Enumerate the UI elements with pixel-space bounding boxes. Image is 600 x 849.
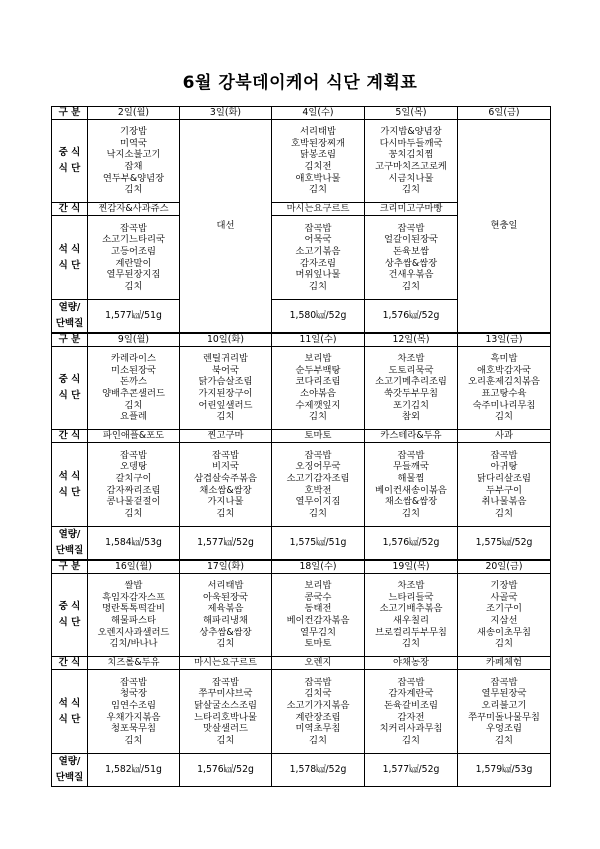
- menu-item: 김치: [124, 734, 143, 746]
- menu-item: 오렌지사과샐러드: [97, 626, 170, 638]
- dinner-cell: [88, 216, 180, 300]
- lunch-label-line: 식 단: [58, 617, 81, 628]
- holiday-cell-election: 대선: [180, 120, 272, 334]
- dinner-cell: [272, 670, 365, 754]
- snack-cell: 찐감자&사과쥬스: [88, 203, 180, 216]
- kcal-label-line: 열량/: [58, 302, 81, 313]
- week-header-row: [52, 107, 551, 120]
- menu-item: 고등어조림: [111, 245, 156, 257]
- menu-item: 김치: [309, 507, 327, 519]
- menu-item: 김치: [402, 638, 420, 650]
- dinner-label-line: 석 식: [58, 243, 81, 255]
- menu-item: 시금치나물: [388, 172, 434, 184]
- menu-item: 베이컨새송이볶음: [375, 484, 447, 496]
- menu-item: 흑임자감자스프: [102, 591, 165, 603]
- day-header: 5일(목): [365, 107, 458, 120]
- lunch-cell: [180, 347, 272, 430]
- menu-item: 건새우볶음: [388, 269, 434, 281]
- menu-item: 김치/바나나: [109, 638, 158, 650]
- menu-item: 오리훈제김치볶음: [468, 376, 540, 388]
- menu-item: 열무이지짐: [295, 496, 341, 508]
- menu-item: 숙주미나리무침: [472, 399, 536, 411]
- kcal-label: [52, 300, 88, 334]
- menu-item: 김치: [124, 184, 143, 196]
- snack-cell: 카스테라&두유: [365, 430, 458, 443]
- menu-item: 계란장조림: [295, 711, 341, 723]
- menu-item: 쭈꾸미돌나물무침: [468, 711, 540, 723]
- dinner-cell: [458, 670, 551, 754]
- lunch-label-line: 식 단: [58, 390, 81, 401]
- division-label: 구 분: [52, 107, 88, 120]
- menu-item: 아욱된장국: [203, 591, 248, 603]
- snack-cell: 토마토: [272, 430, 365, 443]
- menu-item: 동태전: [304, 603, 332, 615]
- day-header: 9일(월): [88, 333, 180, 347]
- menu-item: 잡곡밥: [490, 676, 518, 688]
- menu-item: 기장밥: [120, 126, 147, 138]
- snack-label: 간 식: [52, 203, 88, 216]
- menu-item: 차조밥: [397, 353, 425, 365]
- lunch-label: [52, 574, 88, 657]
- menu-item: 김치: [309, 280, 327, 292]
- lunch-cell: [88, 347, 180, 430]
- kcal-row: [52, 527, 551, 561]
- menu-item: 닭살굴소스조림: [194, 699, 257, 711]
- menu-item: 코다리조림: [295, 376, 341, 388]
- menu-item: 잡곡밥: [304, 222, 332, 234]
- menu-item: 사골국: [490, 591, 518, 603]
- dinner-cell: [365, 670, 458, 754]
- menu-item: 토마토: [304, 638, 332, 650]
- menu-item: 오징어무국: [295, 461, 341, 473]
- menu-item: 새우칠리: [393, 615, 429, 626]
- menu-item: 김치: [216, 734, 235, 746]
- menu-item: 열무된장국: [481, 688, 527, 700]
- lunch-cell: [365, 574, 458, 657]
- dinner-cell: [365, 443, 458, 527]
- lunch-cell: [458, 574, 551, 657]
- menu-item: 우엉조림: [486, 723, 522, 735]
- menu-item: 감자조림: [300, 257, 336, 269]
- menu-item: 닭다리살조림: [477, 472, 531, 484]
- menu-item: 잡곡밥: [212, 676, 239, 688]
- menu-item: 김치: [495, 507, 513, 519]
- menu-item: 취나물볶음: [481, 496, 527, 508]
- menu-item: 아귀탕: [490, 461, 518, 473]
- meal-plan-table: [51, 106, 551, 787]
- menu-item: 오뎅탕: [120, 461, 147, 473]
- lunch-label-line: 중 식: [58, 601, 81, 612]
- menu-item: 가지나물: [207, 496, 244, 508]
- dinner-cell: [272, 216, 365, 300]
- kcal-cell: 1,579㎉/53g: [458, 754, 551, 787]
- menu-item: 잡곡밥: [120, 222, 147, 234]
- menu-item: 김치: [216, 411, 235, 423]
- menu-item: 잡곡밥: [120, 676, 147, 688]
- menu-item: 차조밥: [397, 580, 425, 592]
- menu-item: 서리태밥: [300, 126, 336, 138]
- menu-item: 김치: [124, 280, 143, 292]
- kcal-cell: 1,584㎉/53g: [88, 527, 180, 561]
- menu-item: 순두부백탕: [295, 364, 341, 376]
- menu-item: 지삼선: [490, 615, 518, 626]
- dinner-label-line: 식 단: [58, 713, 81, 725]
- day-header: 2일(월): [88, 107, 180, 120]
- menu-item: 임연수조림: [111, 699, 156, 711]
- menu-item: 치커리사과무침: [379, 723, 443, 735]
- menu-item: 포기김치: [393, 399, 429, 411]
- division-label: 구 분: [52, 333, 88, 347]
- menu-item: 북어국: [212, 364, 239, 376]
- menu-item: 다시마두들깨국: [379, 137, 443, 149]
- menu-item: 잡곡밥: [304, 449, 332, 461]
- day-header: 4일(수): [272, 107, 365, 120]
- kcal-label-line: 단백질: [55, 545, 84, 556]
- snack-cell: 카페체험: [458, 657, 551, 670]
- day-header: 10일(화): [180, 333, 272, 347]
- dinner-cell: [180, 670, 272, 754]
- menu-item: 김치: [402, 280, 420, 292]
- kcal-cell: 1,577㎉/52g: [365, 754, 458, 787]
- menu-item: 열무김치: [300, 626, 336, 638]
- menu-item: 잡채: [124, 161, 143, 172]
- lunch-label-line: 중 식: [58, 147, 81, 158]
- menu-item: 콩국수: [304, 591, 332, 603]
- menu-item: 소야볶음: [300, 388, 336, 399]
- kcal-label: [52, 527, 88, 561]
- menu-item: 김치: [495, 638, 513, 650]
- lunch-cell: [458, 347, 551, 430]
- day-header: 19일(목): [365, 560, 458, 574]
- menu-item: 김치: [124, 399, 143, 411]
- snack-row: [52, 657, 551, 670]
- holiday-cell-memorial: 현충일: [458, 120, 551, 334]
- menu-item: 상추쌈&쌈장: [199, 626, 252, 638]
- kcal-cell: 1,575㎉/51g: [272, 527, 365, 561]
- menu-item: 김치: [402, 184, 420, 196]
- menu-item: 미역초무침: [295, 723, 341, 735]
- menu-item: 렌틸귀리밥: [203, 353, 248, 365]
- menu-item: 채소쌈&쌈장: [199, 484, 252, 496]
- lunch-cell: [88, 120, 180, 203]
- menu-item: 베이컨감자볶음: [286, 615, 350, 626]
- menu-item: 양배추콘샐러드: [102, 388, 165, 399]
- day-header: 3일(화): [180, 107, 272, 120]
- menu-item: 청포묵무침: [111, 723, 156, 735]
- menu-item: 맛살샐러드: [203, 723, 248, 735]
- snack-label: 간 식: [52, 430, 88, 443]
- menu-item: 김치: [309, 411, 327, 423]
- snack-cell: 마시는요구르트: [272, 203, 365, 216]
- menu-item: 쌀밥: [124, 580, 143, 592]
- menu-item: 삼겹살숙주볶음: [194, 472, 257, 484]
- snack-cell: 찐고구마: [180, 430, 272, 443]
- menu-item: 새송이초무침: [477, 626, 531, 638]
- lunch-row: [52, 120, 551, 203]
- dinner-cell: [272, 443, 365, 527]
- menu-item: 소고기볶음: [295, 245, 341, 257]
- snack-label: 간 식: [52, 657, 88, 670]
- menu-item: 감자계란국: [388, 688, 434, 700]
- menu-item: 감자전: [397, 711, 425, 723]
- kcal-cell: 1,582㎉/51g: [88, 754, 180, 787]
- menu-item: 잡곡밥: [397, 449, 425, 461]
- kcal-cell: 1,578㎉/52g: [272, 754, 365, 787]
- menu-item: 가지밥&양념장: [380, 126, 442, 138]
- menu-item: 가지된장구이: [198, 388, 253, 399]
- week-header-row: [52, 333, 551, 347]
- menu-item: 오리불고기: [481, 699, 527, 711]
- dinner-label-line: 석 식: [58, 697, 81, 709]
- snack-cell: 치즈롤&두유: [88, 657, 180, 670]
- menu-item: 카레라이스: [111, 353, 156, 365]
- dinner-cell: [458, 443, 551, 527]
- menu-item: 흑미밥: [490, 353, 518, 365]
- lunch-cell: [272, 574, 365, 657]
- division-label: 구 분: [52, 560, 88, 574]
- kcal-label-line: 열량/: [58, 529, 81, 540]
- menu-item: 어린잎샐러드: [198, 399, 253, 411]
- snack-cell: 파인애플&포도: [88, 430, 180, 443]
- menu-item: 콩나물겉절이: [106, 496, 161, 508]
- lunch-label-line: 식 단: [58, 163, 81, 174]
- menu-item: 보리밥: [304, 580, 332, 592]
- menu-item: 소고기메추리조림: [375, 376, 447, 388]
- snack-row: [52, 430, 551, 443]
- menu-item: 연두부&양념장: [102, 172, 165, 184]
- menu-item: 무들깨국: [393, 461, 429, 473]
- snack-cell: 사과: [458, 430, 551, 443]
- menu-item: 제육볶음: [207, 603, 244, 615]
- lunch-label-line: 중 식: [58, 374, 81, 385]
- lunch-cell: [365, 347, 458, 430]
- menu-item: 돈육보쌈: [393, 245, 429, 257]
- menu-item: 서리태밥: [207, 580, 244, 592]
- menu-item: 우채가지볶음: [106, 711, 161, 723]
- kcal-label-line: 단백질: [55, 772, 84, 783]
- menu-item: 김치: [309, 184, 327, 196]
- week-header-row: [52, 560, 551, 574]
- menu-item: 상추쌈&쌈장: [384, 257, 438, 269]
- menu-item: 비지국: [212, 461, 239, 473]
- dinner-label-line: 석 식: [58, 470, 81, 482]
- dinner-label: [52, 216, 88, 300]
- menu-item: 김치: [309, 734, 327, 746]
- kcal-cell: 1,576㎉/52g: [365, 300, 458, 334]
- menu-item: 잡곡밥: [490, 449, 518, 461]
- dinner-cell: [88, 670, 180, 754]
- menu-item: 김치: [402, 507, 420, 519]
- menu-item: 머위잎나물: [295, 269, 341, 281]
- menu-item: 미소된장국: [111, 364, 156, 376]
- kcal-cell: 1,580㎉/52g: [272, 300, 365, 334]
- menu-item: 해물찜: [397, 472, 425, 484]
- menu-item: 청국장: [120, 688, 147, 700]
- menu-item: 두부구이: [486, 484, 522, 496]
- lunch-label: [52, 347, 88, 430]
- menu-item: 김치: [216, 638, 235, 650]
- menu-item: 브로컬리두부무침: [375, 626, 447, 638]
- day-header: 13일(금): [458, 333, 551, 347]
- menu-item: 호박전: [304, 484, 332, 496]
- lunch-row: [52, 347, 551, 430]
- page-title: 6월 강북데이케어 식단 계획표: [182, 73, 418, 93]
- menu-item: 잡곡밥: [212, 449, 239, 461]
- menu-item: 잡곡밥: [304, 676, 332, 688]
- menu-item: 호박된장찌개: [291, 137, 345, 149]
- menu-item: 어묵국: [304, 234, 332, 246]
- menu-item: 잡곡밥: [397, 676, 425, 688]
- menu-item: 기장밥: [490, 580, 518, 592]
- dinner-row: [52, 443, 551, 527]
- day-header: 6일(금): [458, 107, 551, 120]
- menu-item: 미역국: [120, 137, 147, 149]
- lunch-cell: [180, 574, 272, 657]
- snack-cell: 오렌지: [272, 657, 365, 670]
- menu-item: 돈까스: [120, 376, 147, 388]
- menu-item: 조기구이: [486, 603, 522, 615]
- menu-item: 닭가슴살조림: [198, 376, 253, 388]
- menu-item: 낙지소불고기: [106, 149, 161, 161]
- lunch-cell: [272, 347, 365, 430]
- menu-item: 갈치구이: [115, 472, 152, 484]
- menu-item: 도토리묵국: [388, 364, 434, 376]
- menu-item: 계란말이: [115, 257, 152, 269]
- menu-item: 해물파스타: [111, 615, 156, 626]
- menu-item: 보리밥: [304, 353, 332, 365]
- menu-item: 김치: [216, 507, 235, 519]
- day-header: 11일(수): [272, 333, 365, 347]
- lunch-cell: [272, 120, 365, 203]
- kcal-cell: 1,576㎉/52g: [180, 754, 272, 787]
- kcal-label-line: 단백질: [55, 318, 84, 329]
- menu-item: 애호박감자국: [477, 364, 531, 376]
- menu-item: 돈육갈비조림: [384, 699, 438, 711]
- menu-item: 열무된장지짐: [106, 269, 161, 281]
- snack-cell: 야채농장: [365, 657, 458, 670]
- menu-item: 명란톡톡떡갈비: [102, 603, 165, 615]
- dinner-cell: [180, 443, 272, 527]
- menu-item: 얼갈이된장국: [384, 234, 438, 246]
- menu-item: 감자짜리조림: [106, 484, 161, 496]
- kcal-row: [52, 754, 551, 787]
- menu-item: 소고기배추볶음: [379, 603, 443, 615]
- day-header: 16일(월): [88, 560, 180, 574]
- snack-cell: 마시는요구르트: [180, 657, 272, 670]
- dinner-cell: [88, 443, 180, 527]
- menu-item: 수제깻잎지: [295, 399, 341, 411]
- menu-item: 소고기느타리국: [102, 234, 165, 246]
- menu-item: 잡곡밥: [120, 449, 147, 461]
- menu-item: 김치: [495, 734, 513, 746]
- kcal-cell: 1,576㎉/52g: [365, 527, 458, 561]
- menu-item: 느타리들국: [388, 591, 434, 603]
- lunch-label: [52, 120, 88, 203]
- lunch-cell: [365, 120, 458, 203]
- menu-item: 표고탕수육: [481, 388, 527, 399]
- dinner-cell: [365, 216, 458, 300]
- dinner-label: [52, 443, 88, 527]
- dinner-label-line: 식 단: [58, 486, 81, 498]
- menu-item: 김치: [124, 507, 143, 519]
- menu-item: 김치국: [304, 688, 332, 700]
- menu-item: 김치: [402, 734, 420, 746]
- day-header: 18일(수): [272, 560, 365, 574]
- menu-item: 참외: [402, 411, 420, 423]
- kcal-label-line: 열량/: [58, 756, 81, 767]
- menu-item: 채소쌈&쌈장: [384, 496, 438, 508]
- menu-item: 느타리호박나물: [194, 711, 257, 723]
- lunch-row: [52, 574, 551, 657]
- day-header: 17일(화): [180, 560, 272, 574]
- menu-item: 쑥갓두부무침: [384, 388, 438, 399]
- menu-item: 쭈꾸미샤브국: [198, 688, 253, 700]
- menu-item: 소고기감자조림: [286, 472, 350, 484]
- day-header: 20일(금): [458, 560, 551, 574]
- kcal-cell: 1,577㎉/52g: [180, 527, 272, 561]
- menu-item: 김치: [495, 411, 513, 423]
- menu-item: 닭봉조림: [300, 149, 336, 161]
- menu-item: 잡곡밥: [397, 222, 425, 234]
- day-header: 12일(목): [365, 333, 458, 347]
- menu-item: 꽁치김치찜: [388, 149, 434, 161]
- menu-item: 소고기가지볶음: [286, 699, 350, 711]
- dinner-label-line: 식 단: [58, 259, 81, 271]
- lunch-cell: [88, 574, 180, 657]
- kcal-label: [52, 754, 88, 787]
- dinner-row: [52, 670, 551, 754]
- menu-item: 해파리냉채: [203, 615, 248, 626]
- menu-item: 고구마치즈고로케: [375, 161, 447, 172]
- dinner-label: [52, 670, 88, 754]
- kcal-cell: 1,575㎉/52g: [458, 527, 551, 561]
- menu-item: 김치전: [304, 161, 332, 172]
- kcal-cell: 1,577㎉/51g: [88, 300, 180, 334]
- menu-item: 애호박나물: [295, 172, 341, 184]
- menu-item: 요플레: [120, 411, 147, 423]
- snack-cell: 크리미고구마빵: [365, 203, 458, 216]
